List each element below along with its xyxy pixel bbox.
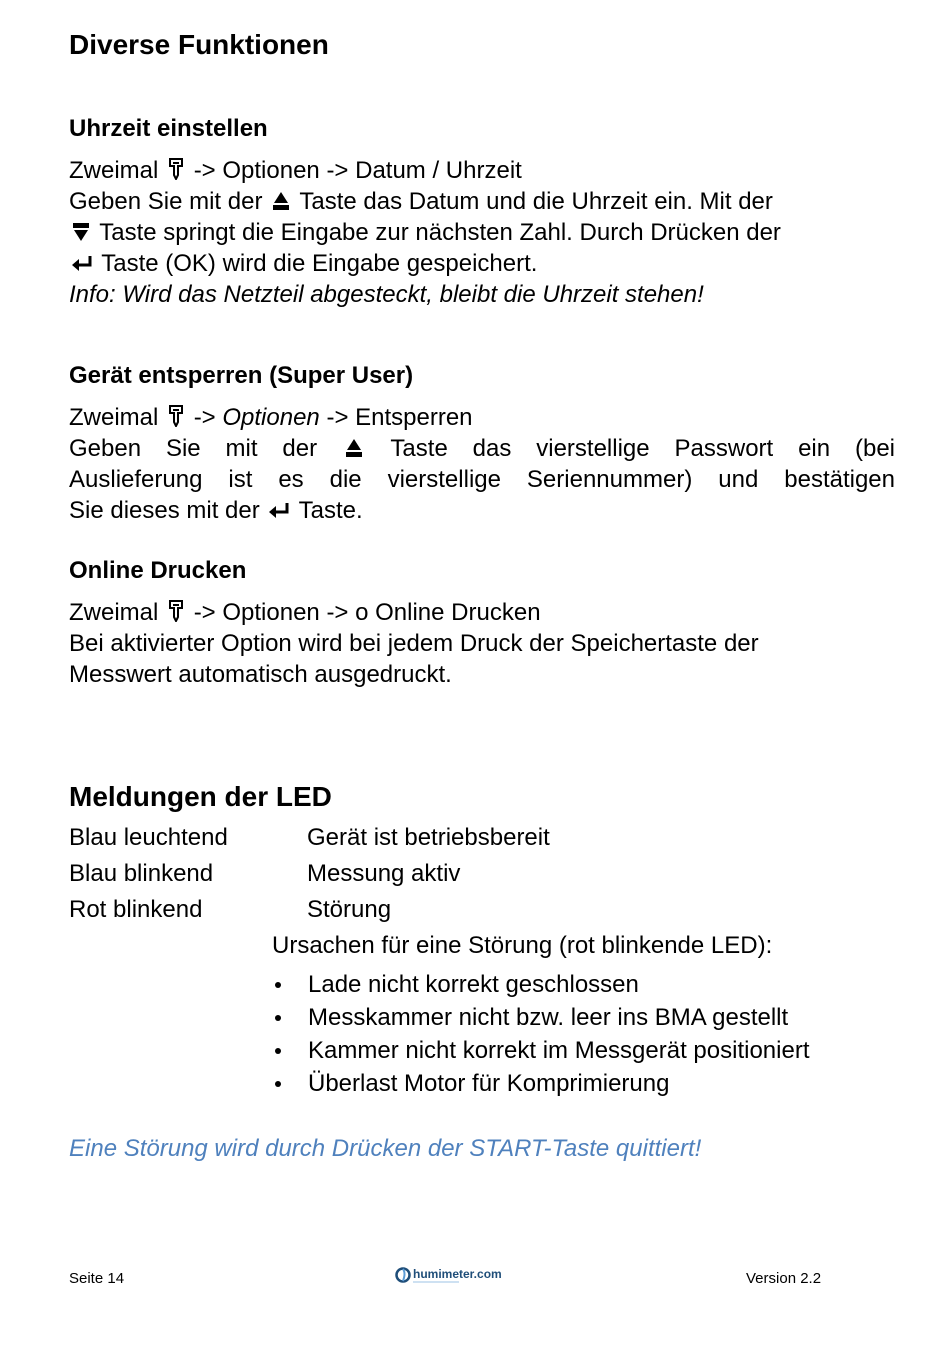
- clock-line4: Taste (OK) wird die Eingabe gespeichert.: [101, 250, 538, 277]
- up-key-icon: [344, 438, 364, 458]
- led-state: Rot blinkend: [69, 896, 203, 923]
- enter-key-icon: [268, 502, 290, 520]
- clock-line1-start: Zweimal: [69, 157, 159, 184]
- menu-key-icon: [167, 405, 185, 427]
- led-state: Blau blinkend: [69, 860, 214, 887]
- unlock-options: Optionen: [222, 404, 320, 431]
- clock-heading: Uhrzeit einstellen: [69, 115, 268, 142]
- clock-info: Info: Wird das Netzteil abgesteckt, bleibt die Uhrzeit stehen!: [69, 281, 704, 308]
- clock-line2-end: Taste das Datum und die Uhrzeit ein. Mit der: [299, 188, 773, 215]
- list-item: Messkammer nicht bzw. leer ins BMA gestellt: [272, 1001, 810, 1034]
- logo-text: humimeter.com: [413, 1267, 502, 1281]
- clock-line3: Taste springt die Eingabe zur nächsten Zahl. Durch Drücken der: [99, 219, 781, 246]
- page-number: Seite 14: [69, 1270, 125, 1287]
- unlock-line2-start: Geben Sie mit der: [69, 435, 318, 462]
- unlock-heading: Gerät entsperren (Super User): [69, 362, 414, 389]
- menu-key-icon: [167, 600, 185, 622]
- clock-line1-end: -> Optionen -> Datum / Uhrzeit: [193, 157, 522, 184]
- unlock-arrow: ->: [193, 404, 216, 431]
- led-state: Blau leuchtend: [69, 824, 228, 851]
- logo-drop-icon: [403, 1269, 405, 1281]
- unlock-paragraph: [69, 402, 895, 526]
- print-paragraph: [69, 597, 895, 690]
- list-item: Überlast Motor für Komprimierung: [272, 1067, 810, 1100]
- section-title: Diverse Funktionen: [69, 29, 329, 60]
- enter-key-icon: [71, 255, 93, 273]
- list-item: Lade nicht korrekt geschlossen: [272, 968, 810, 1001]
- print-line1-start: Zweimal: [69, 599, 159, 626]
- down-key-icon: [71, 222, 91, 242]
- humimeter-logo: [395, 1264, 507, 1286]
- unlock-line2: [69, 433, 895, 464]
- unlock-line1-start: Zweimal: [69, 404, 159, 431]
- up-key-icon: [271, 191, 291, 211]
- unlock-line1-end: -> Entsperren: [326, 404, 473, 431]
- unlock-line3: Auslieferung ist es die vierstellige Seriennummer) und bestätigen: [69, 466, 895, 493]
- led-meaning: Störung: [307, 896, 392, 923]
- causes-title: Ursachen für eine Störung (rot blinkende LED):: [272, 932, 773, 959]
- print-heading: Online Drucken: [69, 557, 247, 584]
- led-title: Meldungen der LED: [69, 781, 332, 812]
- led-meaning: Gerät ist betriebsbereit: [307, 824, 550, 851]
- menu-key-icon: [167, 158, 185, 180]
- causes-list: [272, 968, 810, 1100]
- version-label: Version 2.2: [746, 1270, 822, 1287]
- print-line2: Bei aktivierter Option wird bei jedem Druck der Speichertaste der: [69, 630, 759, 657]
- unlock-line4-start: Sie dieses mit der: [69, 497, 260, 524]
- unlock-line2-end: Taste das vierstellige Passwort ein (bei: [390, 435, 896, 462]
- led-meaning: Messung aktiv: [307, 860, 461, 887]
- print-line3: Messwert automatisch ausgedruckt.: [69, 661, 452, 688]
- list-item: Kammer nicht korrekt im Messgerät positioniert: [272, 1034, 810, 1067]
- print-line1-end: -> Optionen -> o Online Drucken: [193, 599, 541, 626]
- unlock-line4-end: Taste.: [298, 497, 363, 524]
- clock-line2-start: Geben Sie mit der: [69, 188, 263, 215]
- clock-paragraph: [69, 155, 895, 310]
- reset-note: Eine Störung wird durch Drücken der START-Taste quittiert!: [69, 1135, 702, 1162]
